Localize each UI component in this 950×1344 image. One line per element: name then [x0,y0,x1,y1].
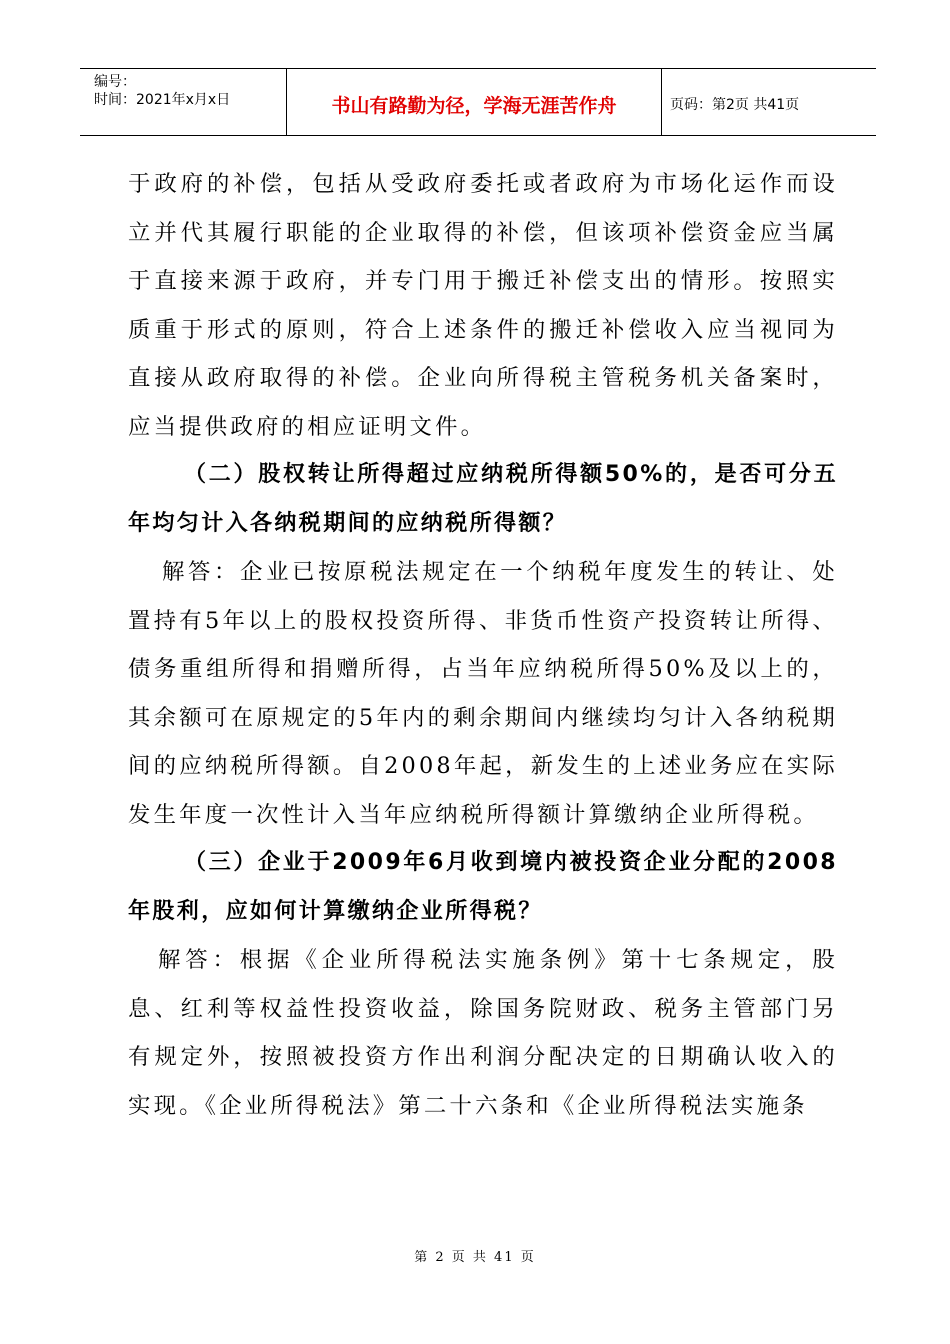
answer-paragraph-3: 解答：根据《企业所得税法实施条例》第十七条规定，股息、红利等权益性投资收益，除国务院财政、税务主管部门另有规定外，按照被投资方作出利润分配决定的日期确认收入的实现。《企业所得税法》第二十六条和《企业所得税法实施条 [128,947,838,1119]
document-number-label: 编号： [94,74,136,90]
document-time-label: 时间：2021年x月x日 [94,92,231,108]
page-header [80,68,876,136]
body-paragraph-1: 于政府的补偿，包括从受政府委托或者政府为市场化运作而设立并代其履行职能的企业取得的补偿，但该项补偿资金应当属于直接来源于政府，并专门用于搬迁补偿支出的情形。按照实质重于形式的原则，符合上述条件的搬迁补偿收入应当视同为直接从政府取得的补偿。企业向所得税主管税务机关备案时，应当提供政府的相应证明文件。 [128,171,838,440]
answer-paragraph-2: 解答：企业已按原税法规定在一个纳税年度发生的转让、处置持有5年以上的股权投资所得、非货币性资产投资转让所得、债务重组所得和捐赠所得，占当年应纳税所得50%及以上的，其余额可在原规定的5年内的剩余期间内继续均匀计入各纳税期间的应纳税所得额。自2008年起，新发生的上述业务应在实际发生年度一次性计入当年应纳税所得额计算缴纳企业所得税。 [128,559,838,828]
page-footer: 第 2 页 共 41 页 [414,1250,536,1265]
header-motto: 书山有路勤为径，学海无涯苦作舟 [286,69,662,135]
question-heading-2: （二）股权转让所得超过应纳税所得额50%的，是否可分五年均匀计入各纳税期间的应纳税所得额？ [128,462,838,536]
document-body [128,160,838,1130]
question-heading-3: （三）企业于2009年6月收到境内被投资企业分配的2008年股利，应如何计算缴纳企业所得税？ [128,850,838,924]
header-meta [80,69,286,135]
header-page-info: 页码：第2页 共41页 [670,97,800,113]
